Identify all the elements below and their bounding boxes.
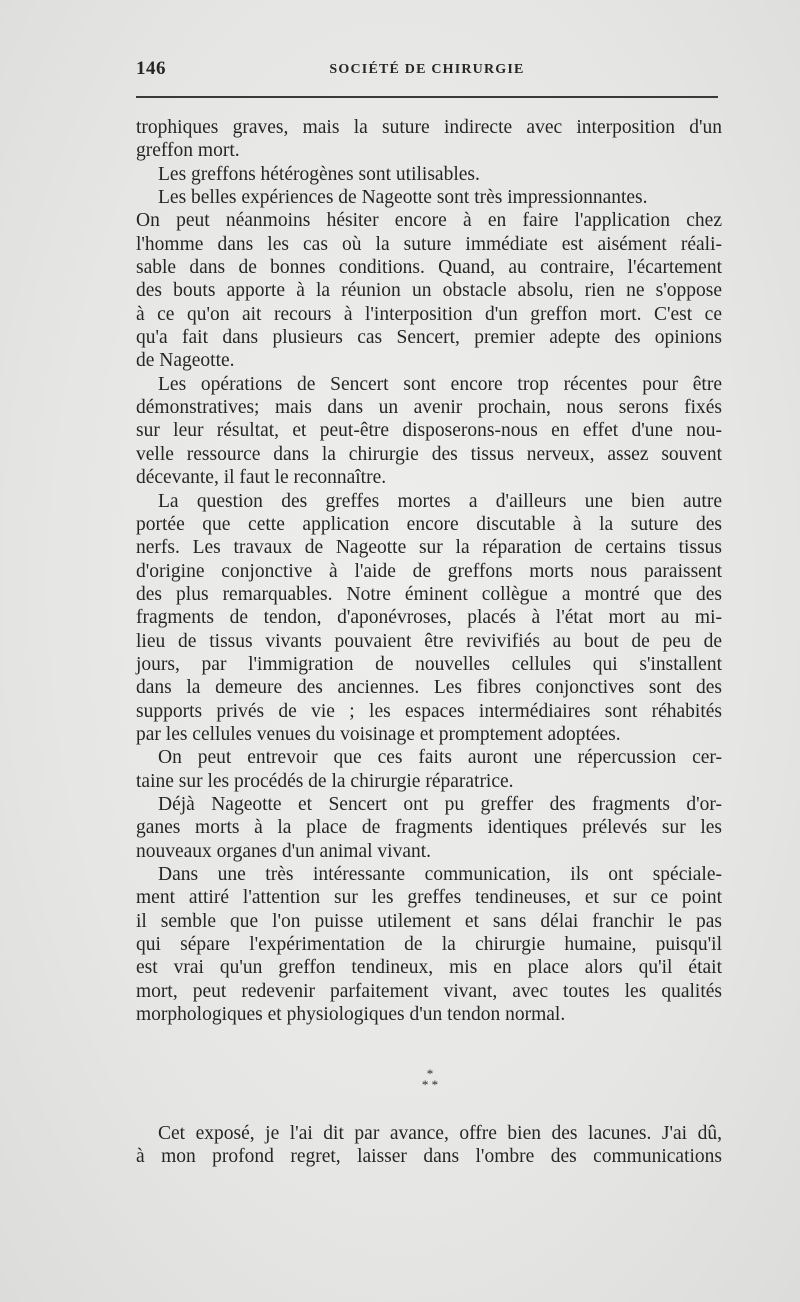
text-line: velle ressource dans la chirurgie des tissus nerveux, assez souvent (136, 443, 722, 465)
section-asterism (380, 1068, 480, 1090)
text-line: portée que cette application encore discutable à la suture des (136, 513, 722, 535)
text-line: à ce qu'on ait recours à l'interposition d'un greffon mort. C'est ce (136, 303, 722, 325)
running-title: SOCIÉTÉ DE CHIRURGIE (329, 62, 525, 77)
text-line: dans la demeure des anciennes. Les fibres conjonctives sont des (136, 677, 722, 699)
text-line: qu'a fait dans plusieurs cas Sencert, premier adepte des opinions (136, 327, 722, 349)
text-line: sable dans de bonnes conditions. Quand, au contraire, l'écartement (136, 257, 722, 279)
text-line: nouveaux organes d'un animal vivant. (136, 840, 432, 862)
page-number: 146 (136, 58, 166, 79)
text-line: qui sépare l'expérimentation de la chirurgie humaine, puisqu'il (136, 934, 722, 956)
closing-text (136, 1122, 722, 1169)
text-line: fragments de tendon, d'aponévroses, placés à l'état mort au mi- (136, 607, 722, 629)
text-line: est vrai qu'un greffon tendineux, mis en place alors qu'il était (136, 957, 722, 979)
text-line: ment attiré l'attention sur les greffes tendineuses, et sur ce point (136, 887, 722, 909)
text-line: des bouts apporte à la réunion un obstacle absolu, rien ne s'oppose (136, 280, 722, 302)
text-line: On peut néanmoins hésiter encore à en faire l'application chez (136, 210, 722, 232)
text-line: à mon profond regret, laisser dans l'ombre des communications (136, 1146, 722, 1168)
text-line: greffon mort. (136, 140, 240, 162)
text-line: supports privés de vie ; les espaces intermédiaires sont réhabités (136, 700, 722, 722)
text-line: sur leur résultat, et peut-être disposerons-nous en effet d'une nou- (136, 420, 722, 442)
page-header (136, 58, 718, 86)
text-line: On peut entrevoir que ces faits auront une répercussion cer- (158, 747, 722, 769)
text-line: de Nageotte. (136, 350, 235, 372)
text-line: des plus remarquables. Notre éminent collègue a montré que des (136, 583, 722, 605)
text-line: il semble que l'on puisse utilement et sans délai franchir le pas (136, 910, 722, 932)
text-line: jours, par l'immigration de nouvelles cellules qui s'installent (136, 653, 722, 675)
text-line: Dans une très intéressante communication, ils ont spéciale- (158, 864, 722, 885)
text-line: par les cellules venues du voisinage et promptement adoptées. (136, 723, 621, 745)
text-line: l'homme dans les cas où la suture immédiate est aisément réali- (136, 233, 722, 255)
text-line: Les opérations de Sencert sont encore trop récentes pour être (158, 373, 722, 395)
header-rule (136, 96, 718, 98)
text-line: Cet exposé, je l'ai dit par avance, offre bien des lacunes. J'ai dû, (158, 1123, 722, 1144)
text-line: démonstratives; mais dans un avenir prochain, nous serons fixés (136, 397, 722, 419)
text-line: d'origine conjonctive à l'aide de greffons morts nous paraissent (136, 560, 722, 582)
text-line: morphologiques et physiologiques d'un tendon normal. (136, 1004, 566, 1026)
text-line: La question des greffes mortes a d'ailleurs une bien autre (158, 490, 722, 512)
text-line: décevante, il faut le reconnaître. (136, 467, 387, 489)
text-line: ganes morts à la place de fragments identiques prélevés sur les (136, 817, 722, 839)
text-line: Les greffons hétérogènes sont utilisables. (158, 163, 480, 185)
text-line: lieu de tissus vivants pouvaient être revivifiés au bout de peu de (136, 630, 722, 652)
text-line: Déjà Nageotte et Sencert ont pu greffer des fragments d'or- (158, 793, 722, 815)
body-text (136, 116, 722, 1026)
text-line: trophiques graves, mais la suture indirecte avec interposition d'un (136, 117, 722, 138)
text-line: taine sur les procédés de la chirurgie réparatrice. (136, 770, 514, 792)
asterism-top: * (426, 1066, 434, 1081)
text-line: Les belles expériences de Nageotte sont très impressionnantes. (158, 187, 648, 209)
text-line: mort, peut redevenir parfaitement vivant, avec toutes les qualités (136, 980, 722, 1002)
asterism-bottom: * * (421, 1077, 439, 1092)
text-line: nerfs. Les travaux de Nageotte sur la réparation de certains tissus (136, 537, 722, 559)
